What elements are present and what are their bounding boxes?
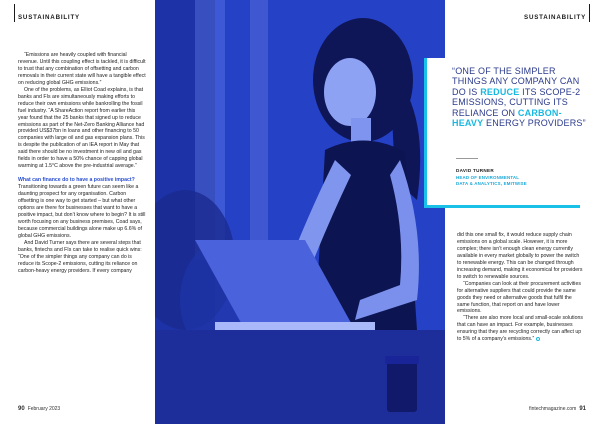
paragraph: And David Turner says there are several steps that banks, fintechs and FIs can take to realise quick wins: “One of the simpler things any company can do is reduce its Scope-2 emissions, cutting its reliance on carbon-heavy energy providers. If every company	[18, 239, 142, 274]
paragraph: “Companies can look at their procurement activities for alternative suppliers that could provide the same goods they need or alternative goods that fulfil the same function, that report on and have lower emissions.	[457, 280, 581, 315]
quote-author-name: DAVID TURNER	[456, 168, 494, 173]
paragraph: “Emissions are heavily coupled with financial revenue. Until this coupling effect is tackled, it is difficult to trust that any combination of offsetting and carbon removals in their current state will have a tangible effect on reducing global GHG emissions.”	[18, 52, 146, 86]
quote-highlight: REDUCE	[480, 86, 520, 97]
site-url: fintechmagazine.com	[529, 406, 577, 412]
section-label: SUSTAINABILITY	[18, 14, 80, 21]
issue-date: February 2023	[27, 406, 61, 412]
header-rule	[589, 4, 590, 22]
paragraph: did this one small fix, it would reduce supply chain emissions on a global scale. However, it is more complex; there isn’t enough clean energy currently available in every market globally to power the switch to renewable energy. This can be changed through increasing demand, making it economical for providers to switch to renewable sources.	[457, 232, 583, 280]
quote-author-role	[456, 175, 527, 187]
left-text-column	[18, 52, 146, 275]
role-line: HEAD OF ENVIRONMENTAL	[456, 175, 520, 180]
paragraph: One of the problems, as Elliot Coad explains, is that banks and FIs are simultaneously making efforts to reduce their own emissions while bankrolling the fossil fuel industry. “A ShareAction report from earlier this year found that the 25 banks that signed up to reduce emissions as part of the Net-Zero Banking Alliance had provided US$37bn in loans and other financing to 50 companies with large oil and gas expansion plans. This is despite the publication of an IEA report in May that said there should be no investment in new oil and gas fields in order to have a 50% chance of capping global warming at 1.5°C above the pre-industrial average.”	[18, 86, 145, 170]
paragraph: Transitioning towards a green future can seem like a daunting prospect for any organisation. Carbon offsetting is one way to get started – but what other options are there for businesses that want to have a positive impact, but don’t know where to begin? It is still worth focusing on any business premises, Coad says, because commercial buildings alone make up 6.6% of global GHG emissions.	[18, 184, 146, 239]
right-text-column	[457, 232, 585, 343]
end-of-article-icon	[536, 337, 540, 341]
quote-highlight: CARBON-HEAVY	[452, 107, 562, 129]
role-line: DATA & ANALYTICS, EMITWISE	[456, 181, 527, 186]
folio-left	[18, 406, 60, 412]
section-label: SUSTAINABILITY	[524, 14, 586, 21]
header-rule	[14, 4, 15, 22]
subheading: What can finance do to have a positive impact?	[18, 177, 135, 184]
paragraph-text: “There are also more local and small-scale solutions that can have an impact. For example, businesses ensuring that they are recycling correctly can affect up to 5% of a company’s emissions.”	[457, 315, 583, 343]
folio-right	[529, 406, 586, 412]
quote-text: “ONE OF THE SIMPLER THINGS ANY COMPANY CAN DO IS	[452, 66, 580, 97]
quote-text: ENERGY PROVIDERS”	[483, 118, 586, 129]
paragraph	[457, 315, 585, 343]
page-number: 91	[579, 406, 586, 412]
page-number: 90	[18, 406, 25, 412]
quote-text: ITS SCOPE-2 EMISSIONS, CUTTING ITS RELIANCE ON	[452, 86, 581, 118]
pull-quote	[452, 66, 592, 128]
quote-divider	[456, 158, 478, 159]
